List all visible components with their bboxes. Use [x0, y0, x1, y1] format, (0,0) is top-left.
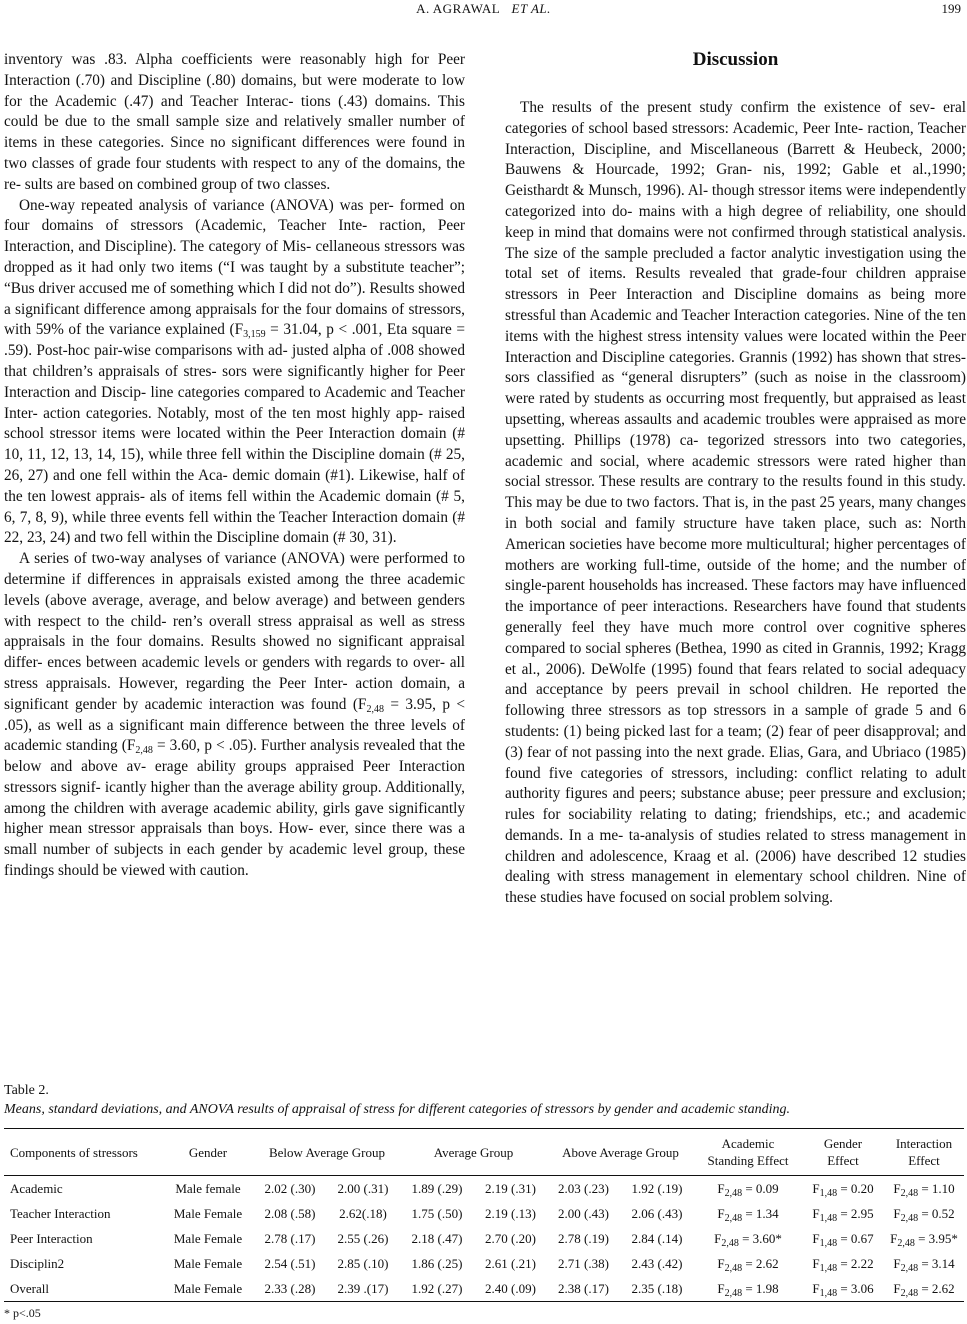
- subscript: 2,48: [724, 1188, 743, 1199]
- discussion-paragraph: The results of the present study confirm the existence of sev- eral categories of school based stressors: Academic, Peer Inte- raction, Teacher Interaction, Discipline, and Miscellaneous (Barrett & Heubeck, 2000; Bauwens & Hourcade, 1992; Gran- nis, 1992; Gable et al.,1990; Geisthardt & Munsch, 1996). Al- though stressor items were independently categorized into do- mains with a high degree of reliability, one should keep in mind that domains were not confirmed through statistical analysis. The size of the sample precluded a factor analytic investigation using the total set of items. Results revealed that grade-four children appraise stressors in Peer Interaction and Discipline domains as being more stressful than Academic and Teacher Interaction categories. Nine of the ten items with the highest stress intensity values were located within the Peer Interaction and Discipline categories. Grannis (1992) has shown that stres- sors classified as “general disrupters” (such as noise in the classroom) were rated by students as occurring most frequently, but appraised as least upsetting, whereas assaults and academic troubles were appraised as more upsetting. Phillips (1978) ca- tegorized stressors into two categories, academic and social, where academic stressors were rated higher than social stressor. These results are contrary to the results found in this study. This may be due to two factors. That is, in the past 25 years, many changes in both social and family structure have taken place, such as: North American societies have become more multicultural; higher percentages of mothers are working full-time, outside of the home; and the number of single-parent households has increased. These factors may have influenced the importance of peer interactions. Researchers have found that students generally feel they have much more control over cognitive spheres compared to social spheres (Bethea, 1990 as cited in Grannis, 1992; Kragg et al., 2006). DeWolfe (1995) found that fears related to social adequacy and acceptance by peers prevail in school children. He reported the following three stressors as top stressors in a sample of grade 5 and 6 students: (1) being picked last for a team; (2) fear of peer disapproval; and (3) fear of not passing into the next grade. Elias, Gara, and Ubriaco (1985) found five categories of stressors, including: conflict relating to adult authority figures and peers; substance abuse; peer pressure and exclusion; rules for sociability relating to dating; friendships, etc.; and academic demands. In a me- ta-analysis of studies related to stress management in children and adolescence, Kraag et al. (2006) have described 12 studies dealing with stress management in elementary school children. Nine of these studies have focused on social problem solving.: [505, 99, 966, 907]
- subscript: 2,48: [724, 1213, 743, 1224]
- left-paragraph-2: [4, 196, 465, 550]
- subscript: 1,48: [819, 1213, 838, 1224]
- table-row: [4, 1251, 964, 1276]
- cell-gender-effect: [802, 1201, 884, 1226]
- f-symbol: F: [812, 1256, 820, 1271]
- cell-academic-effect: [694, 1251, 802, 1276]
- cell-component: Academic: [10, 1181, 63, 1196]
- cell-component: Teacher Interaction: [10, 1206, 111, 1221]
- page-number: 199: [941, 1, 961, 16]
- header-line: Academic: [721, 1136, 775, 1151]
- f-value: = 2.95: [837, 1206, 874, 1221]
- running-header: [0, 0, 967, 20]
- cell-academic-effect: [694, 1226, 802, 1251]
- cell-gender: Male Female: [173, 1206, 243, 1221]
- running-title: [0, 1, 967, 17]
- cell-below-female: 2.85 (.10): [337, 1256, 389, 1271]
- text-run: A series of two-way analyses of variance (ANOVA) were performed to determine if differences in appraisals existed among the three academic levels (above average, average, and below average) and between genders with respect to the child- ren’s overall stress appraisal as well as stress appraisals in the four domains. Results showed no significant appraisal differ- ences between academic levels or genders with regards to over- all stress appraisals. However, regarding the Peer Inter- action domain, a significant gender by academic interaction was found (F: [4, 550, 465, 713]
- header-above-average: Above Average Group: [547, 1129, 694, 1176]
- et-al: ET AL.: [511, 1, 551, 16]
- header-line: Standing Effect: [707, 1153, 789, 1168]
- subscript: 1,48: [819, 1188, 838, 1199]
- cell-average-female: 2.70 (.20): [485, 1231, 536, 1246]
- cell-average-female: 2.19 (.13): [485, 1206, 536, 1221]
- f-value: = 0.09: [742, 1181, 779, 1196]
- cell-above-male: 2.00 (.43): [558, 1206, 609, 1221]
- cell-above-male: 2.78 (.19): [558, 1231, 609, 1246]
- subscript: 1,48: [819, 1238, 838, 1249]
- cell-average-female: 2.19 (.31): [485, 1181, 536, 1196]
- f-value: = 2.62: [918, 1281, 955, 1296]
- f-value: = 3.06: [837, 1281, 874, 1296]
- subscript: 2,48: [721, 1238, 739, 1249]
- cell-interaction-effect: [884, 1226, 964, 1251]
- f-value: = 0.20: [837, 1181, 874, 1196]
- subscript: 2,48: [900, 1263, 919, 1274]
- cell-academic-effect: [694, 1176, 802, 1202]
- cell-above-male: 2.71 (.38): [558, 1256, 609, 1271]
- left-paragraph-1: inventory was .83. Alpha coefficients were reasonably high for Peer Interaction (.70) and Discipline (.80) domains, but were moderate to low for the Academic (.47) and Teacher Interac- tions (.43) domains. This could be due to the small sample size and relatively smaller number of items in these categories. Since no significant differences were found in two classes of grade four students with respect to any of the domains, the re- sults are based on combined group of two classes.: [4, 51, 465, 193]
- text-run: One-way repeated analysis of variance (ANOVA) was per- formed on four domains of stressors (Academic, Teacher Inte- raction, Peer Interaction, and Discipline). The category of Mis- cellaneous stressors was dropped as it had only two items (“I was taught by a substitute teacher”; “Bus driver accused me of something which I did not do”). Results showed a significant difference among appraisals for the four domains of stressors, with 59% of the variance explained (F: [4, 196, 465, 339]
- cell-gender-effect: [802, 1276, 884, 1302]
- subscript: 3,159: [243, 329, 266, 341]
- header-line: Gender: [823, 1136, 863, 1151]
- cell-below-male: 2.54 (.51): [264, 1256, 316, 1271]
- f-value: = 2.22: [837, 1256, 874, 1271]
- header-gender: Gender: [162, 1129, 254, 1176]
- cell-interaction-effect: [884, 1176, 964, 1202]
- cell-below-male: 2.08 (.58): [264, 1206, 316, 1221]
- table-row: [4, 1201, 964, 1226]
- cell-below-male: 2.33 (.28): [254, 1276, 326, 1302]
- results-table: [4, 1128, 964, 1302]
- header-below-average: Below Average Group: [254, 1129, 400, 1176]
- cell-component: Disciplin2: [10, 1256, 65, 1271]
- cell-below-female: 2.00 (.31): [337, 1181, 389, 1196]
- cell-average-female: 2.61 (.21): [485, 1256, 536, 1271]
- left-column: [4, 50, 465, 882]
- cell-below-female: 2.39 .(17): [326, 1276, 400, 1302]
- f-value: = 3.14: [918, 1256, 955, 1271]
- subscript: 2,48: [724, 1288, 743, 1299]
- f-symbol: F: [714, 1231, 722, 1246]
- header-line: Interaction: [895, 1136, 953, 1151]
- cell-below-female: 2.55 (.26): [337, 1231, 389, 1246]
- cell-component: Peer Interaction: [10, 1231, 93, 1246]
- table-row: [4, 1176, 964, 1202]
- table-label: Table 2.: [4, 1083, 49, 1098]
- header-gender-effect: [802, 1129, 884, 1176]
- cell-above-female: 1.92 (.19): [631, 1181, 683, 1196]
- header-interaction-effect: [884, 1129, 964, 1176]
- cell-academic-effect: [694, 1276, 802, 1302]
- cell-interaction-effect: [884, 1276, 964, 1302]
- header-average: Average Group: [400, 1129, 547, 1176]
- cell-average-male: 1.89 (.29): [411, 1181, 463, 1196]
- cell-gender: Male Female: [162, 1276, 254, 1302]
- header-line: Effect: [908, 1153, 940, 1168]
- subscript: 2,48: [135, 745, 153, 757]
- f-value: = 0.52: [918, 1206, 955, 1221]
- f-symbol: F: [812, 1206, 820, 1221]
- header-components: Components of stressors: [4, 1129, 162, 1176]
- cell-above-female: 2.35 (.18): [620, 1276, 694, 1302]
- f-symbol: F: [717, 1256, 725, 1271]
- cell-above-female: 2.43 (.42): [631, 1256, 683, 1271]
- f-value: = 0.67: [837, 1231, 874, 1246]
- cell-above-female: 2.06 (.43): [631, 1206, 683, 1221]
- table-title: Means, standard deviations, and ANOVA results of appraisal of stress for different categories of stressors by gender and academic standing.: [4, 1102, 791, 1117]
- f-value: = 3.60*: [738, 1231, 782, 1246]
- f-symbol: F: [812, 1181, 820, 1196]
- cell-gender-effect: [802, 1251, 884, 1276]
- table-row: [4, 1226, 964, 1251]
- subscript: 2,48: [900, 1188, 919, 1199]
- subscript: 2,48: [724, 1263, 743, 1274]
- cell-academic-effect: [694, 1201, 802, 1226]
- subscript: 2,48: [366, 703, 384, 715]
- text-run: = 31.04, p < .001, Eta square = .59). Post-hoc pair-wise comparisons with ad- justed alpha of .008 showed that children’s appraisals of stres- sors were significantly higher for Peer Interaction and Discip- line categories compared to Academic and Teacher Inter- action categories. Notably, most of the ten most highly app- raised school stressor items were located within the Peer Interaction domain (# 10, 11, 12, 13, 14, 15), while three fell within the Discipline domain (# 25, 26, 27) and one fell within the Aca- demic domain (#1). Likewise, half of the ten lowest apprais- als of items fell within the Academic domain (# 5, 6, 7, 8, 9), while three events fell within the Teacher Interaction domain (# 22, 23, 24) and two fell within the Discipline domain (# 30, 31).: [4, 321, 466, 547]
- f-value: = 3.95*: [914, 1231, 958, 1246]
- f-symbol: F: [893, 1181, 901, 1196]
- cell-above-male: 2.38 (.17): [547, 1276, 620, 1302]
- left-paragraph-3: [4, 549, 465, 882]
- f-value: = 1.34: [742, 1206, 779, 1221]
- cell-average-female: 2.40 (.09): [474, 1276, 547, 1302]
- cell-below-male: 2.78 (.17): [264, 1231, 316, 1246]
- text-run: = 3.95, p < .05), as well as a significant main difference between the three levels of academic standing (F: [4, 695, 465, 755]
- f-value: = 1.98: [742, 1281, 779, 1296]
- f-symbol: F: [812, 1281, 820, 1296]
- table-header-row: [4, 1129, 964, 1176]
- subscript: 2,48: [900, 1213, 919, 1224]
- f-symbol: F: [717, 1206, 725, 1221]
- cell-component: Overall: [4, 1276, 162, 1302]
- f-symbol: F: [812, 1231, 820, 1246]
- cell-gender: Male Female: [173, 1256, 243, 1271]
- subscript: 2,48: [900, 1288, 919, 1299]
- cell-average-male: 2.18 (.47): [411, 1231, 463, 1246]
- cell-gender: Male female: [175, 1181, 241, 1196]
- cell-average-male: 1.75 (.50): [411, 1206, 463, 1221]
- cell-interaction-effect: [884, 1201, 964, 1226]
- cell-above-male: 2.03 (.23): [558, 1181, 609, 1196]
- cell-average-male: 1.86 (.25): [411, 1256, 463, 1271]
- cell-below-male: 2.02 (.30): [264, 1181, 316, 1196]
- table-caption: [4, 1081, 964, 1119]
- f-symbol: F: [717, 1181, 725, 1196]
- text-run: = 3.60, p < .05). Further analysis revealed that the below and above av- erage ability groups appraised Peer Interaction stressors signif- icantly higher than the average ability group. Additionally, among the children with average academic ability, girls gave significantly higher mean stressor appraisals than boys. How- ever, since there was a small number of subjects in each gender by academic level group, these findings should be viewed with caution.: [4, 737, 465, 880]
- cell-gender-effect: [802, 1226, 884, 1251]
- cell-interaction-effect: [884, 1251, 964, 1276]
- section-heading: Discussion: [692, 49, 779, 70]
- cell-average-male: 1.92 (.27): [400, 1276, 474, 1302]
- f-symbol: F: [893, 1281, 901, 1296]
- author-name: A. AGRAWAL: [416, 1, 501, 16]
- table-body: [4, 1176, 964, 1302]
- f-symbol: F: [890, 1231, 898, 1246]
- cell-below-female: 2.62(.18): [339, 1206, 387, 1221]
- table-footnote: * p<.05: [4, 1306, 41, 1320]
- header-line: Effect: [827, 1153, 859, 1168]
- header-academic-effect: [694, 1129, 802, 1176]
- f-symbol: F: [893, 1256, 901, 1271]
- f-value: = 1.10: [918, 1181, 955, 1196]
- f-symbol: F: [717, 1281, 725, 1296]
- f-value: = 2.62: [742, 1256, 779, 1271]
- cell-gender-effect: [802, 1176, 884, 1202]
- subscript: 1,48: [819, 1288, 838, 1299]
- cell-above-female: 2.84 (.14): [631, 1231, 683, 1246]
- cell-gender: Male Female: [173, 1231, 243, 1246]
- right-column: [505, 48, 966, 909]
- f-symbol: F: [893, 1206, 901, 1221]
- table-row: [4, 1276, 964, 1302]
- subscript: 1,48: [819, 1263, 838, 1274]
- subscript: 2,48: [897, 1238, 915, 1249]
